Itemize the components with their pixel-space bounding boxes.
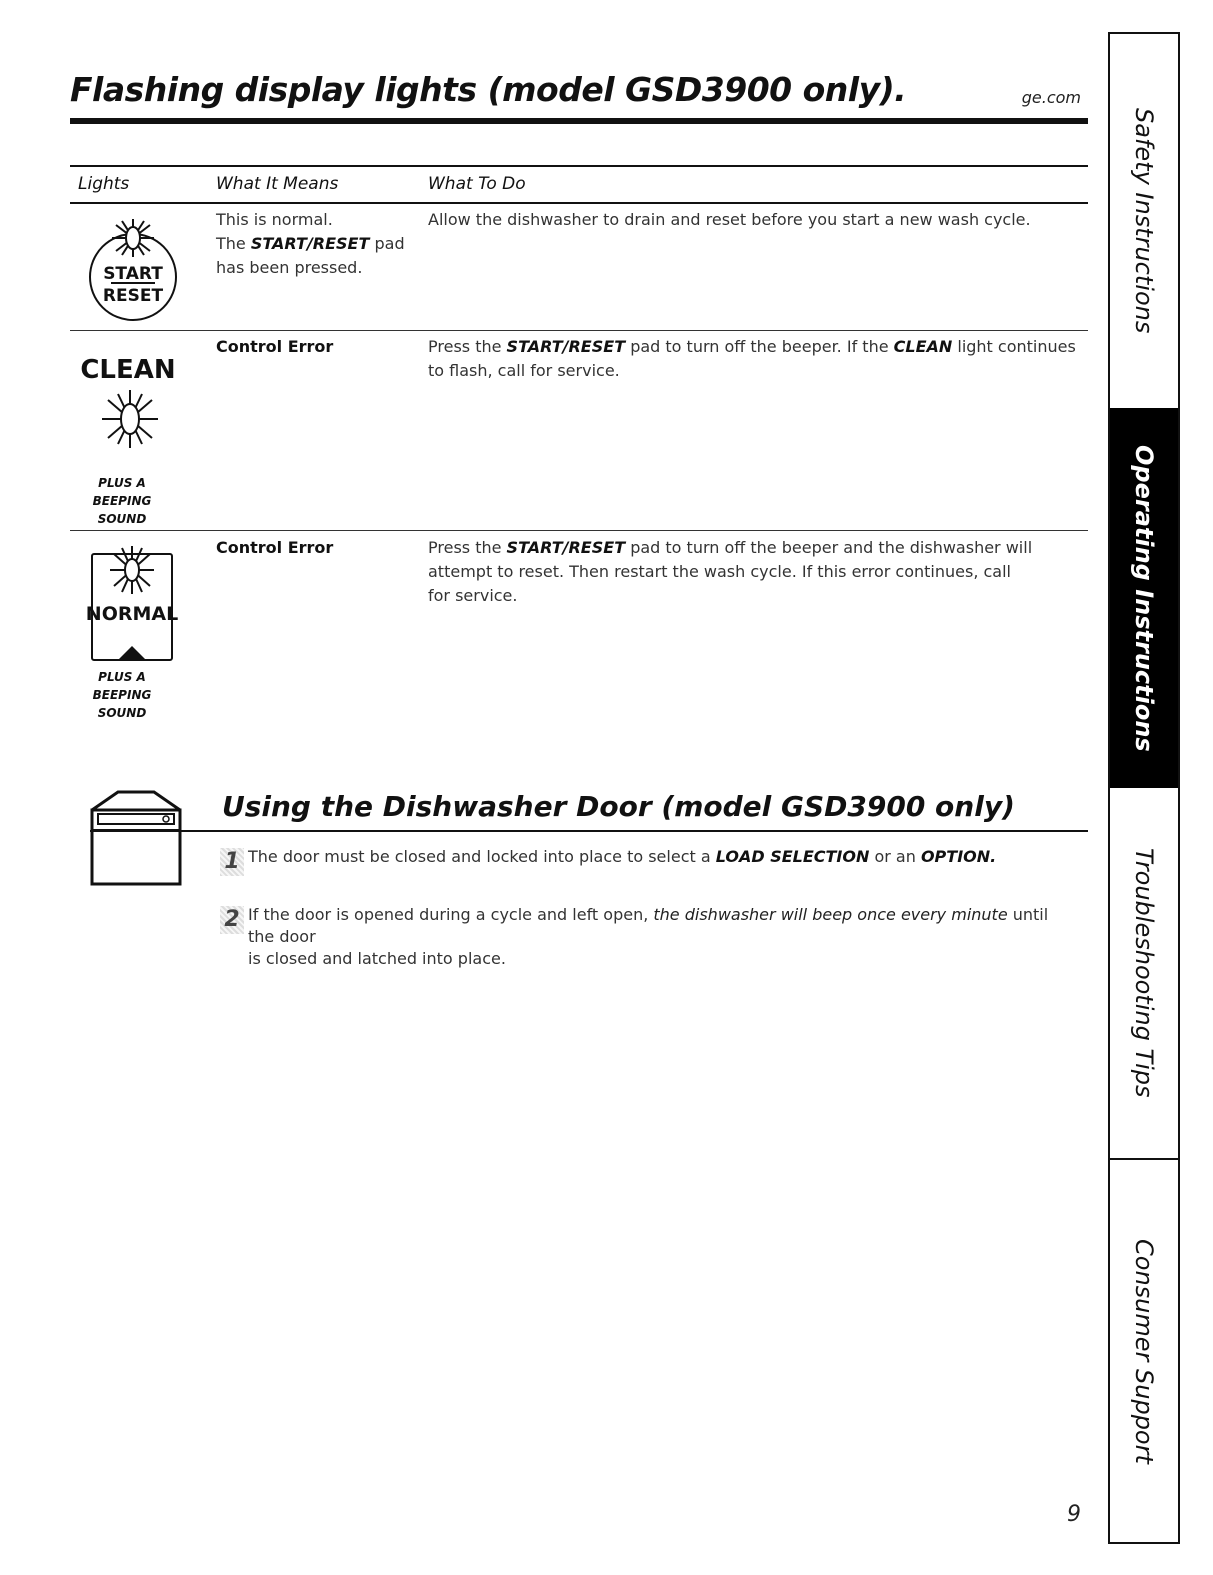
- site-url: ge.com: [1021, 88, 1081, 107]
- normal-flash-icon: [78, 540, 188, 664]
- row3-todo-startreset: START/RESET: [506, 538, 626, 557]
- row2-caption-line1: PLUS A: [98, 476, 146, 490]
- row2-todo-part1: Press the: [428, 337, 507, 356]
- tab-operating-instructions[interactable]: [1110, 408, 1178, 788]
- step-1-number: 1: [220, 848, 244, 876]
- step1-part2: or an: [869, 847, 921, 866]
- page-title: Flashing display lights (model GSD3900 only).: [70, 70, 907, 109]
- row1-means: [216, 208, 416, 280]
- row3-caption-line2: BEEPING: [92, 688, 152, 702]
- row2-rule: [70, 530, 1088, 531]
- row2-caption: [92, 474, 152, 528]
- row3-todo-part4: for service.: [428, 586, 518, 605]
- tab-label-troubleshooting: Troubleshooting Tips: [1130, 848, 1158, 1098]
- step2-beep: the dishwasher will beep once every minute: [653, 905, 1008, 924]
- tab-troubleshooting-tips[interactable]: [1110, 788, 1178, 1158]
- step-1-text: [248, 846, 1078, 868]
- tab-label-consumer: Consumer Support: [1130, 1238, 1158, 1464]
- step2-part2: until the door: [248, 905, 1049, 946]
- tab-safety-instructions[interactable]: [1110, 34, 1178, 408]
- step2-part3: is closed and latched into place.: [248, 949, 506, 968]
- row2-todo-part2: pad to turn off the beeper. If the: [625, 337, 894, 356]
- row2-todo-part4: to flash, call for service.: [428, 361, 620, 380]
- section-title: Using the Dishwasher Door (model GSD3900 only): [222, 790, 1015, 823]
- icon-label-start: START: [103, 264, 163, 284]
- row3-todo-part1: Press the: [428, 538, 507, 557]
- icon-label-normal: NORMAL: [85, 603, 179, 625]
- row2-todo-startreset: START/RESET: [506, 337, 626, 356]
- row3-todo-part2: pad to turn off the beeper and the dishwasher will: [625, 538, 1033, 557]
- clean-flash-icon: [78, 340, 188, 460]
- step1-load-selection: LOAD SELECTION: [715, 847, 870, 866]
- row3-caption-line1: PLUS A: [98, 670, 146, 684]
- tab-label-operating: Operating Instructions: [1130, 444, 1158, 752]
- column-header-means: What It Means: [216, 174, 339, 194]
- icon-label-clean: CLEAN: [80, 355, 176, 385]
- dishwasher-icon: [88, 788, 184, 888]
- row2-caption-line3: SOUND: [97, 512, 147, 526]
- step-2-text: [248, 904, 1078, 970]
- row2-todo-part3: light continues: [952, 337, 1076, 356]
- column-header-lights: Lights: [78, 174, 130, 194]
- row1-todo: Allow the dishwasher to drain and reset before you start a new wash cycle.: [428, 210, 1031, 229]
- row1-means-line2a: The: [216, 234, 251, 253]
- tab-label-safety: Safety Instructions: [1130, 108, 1158, 334]
- header-rule: [70, 202, 1088, 204]
- row2-todo: [428, 335, 1078, 383]
- row1-means-pad: START/RESET: [250, 234, 370, 253]
- row1-rule: [70, 330, 1088, 331]
- row3-todo: [428, 536, 1078, 608]
- icon-label-reset: RESET: [102, 286, 164, 306]
- column-header-todo: What To Do: [428, 174, 526, 194]
- row1-means-line2b: pad: [369, 234, 405, 253]
- row1-means-line3: has been pressed.: [216, 258, 363, 277]
- step1-option: OPTION: [920, 847, 991, 866]
- title-rule: [70, 118, 1088, 124]
- row2-means: Control Error: [216, 337, 334, 356]
- row1-means-line1: This is normal.: [216, 210, 333, 229]
- step2-part1: If the door is opened during a cycle and left open,: [248, 905, 654, 924]
- row2-todo-clean: CLEAN: [893, 337, 953, 356]
- side-tabs: [1108, 32, 1180, 1544]
- step-2-number: 2: [220, 906, 244, 934]
- step1-period: .: [990, 847, 997, 866]
- row3-todo-part3: attempt to reset. Then restart the wash cycle. If this error continues, call: [428, 562, 1011, 581]
- row3-means: Control Error: [216, 538, 334, 557]
- tab-consumer-support[interactable]: [1110, 1160, 1178, 1542]
- page-number: 9: [1067, 1502, 1081, 1527]
- row3-caption-line3: SOUND: [97, 706, 147, 720]
- row3-caption: [92, 668, 152, 722]
- step1-part1: The door must be closed and locked into place to select a: [248, 847, 716, 866]
- start-reset-flash-icon: [78, 205, 188, 323]
- section-rule: [90, 830, 1088, 832]
- table-top-rule: [70, 165, 1088, 167]
- row2-caption-line2: BEEPING: [92, 494, 152, 508]
